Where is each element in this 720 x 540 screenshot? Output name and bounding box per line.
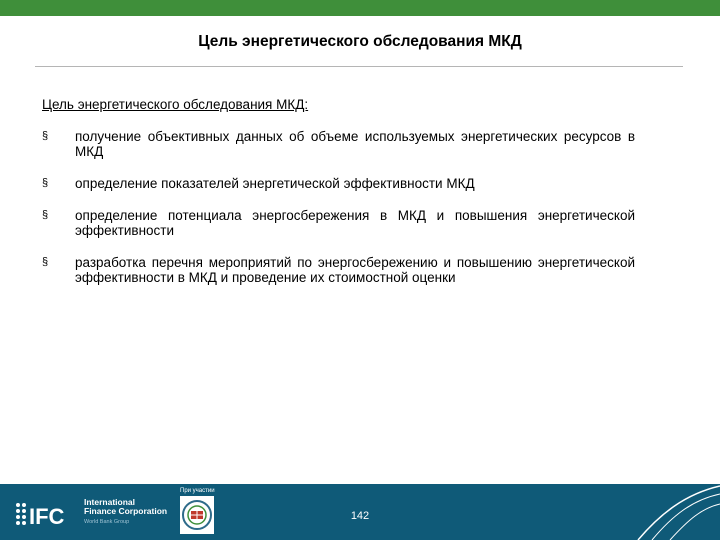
org-name-line2: Finance Corporation [84,506,168,516]
bullet-item [42,176,635,191]
bullet-marker: § [42,209,49,221]
partner-seal-icon [180,496,214,534]
org-name [84,498,167,516]
partner-label: При участии [180,488,215,494]
bullet-item [42,208,635,238]
footer-bar [0,484,720,540]
bullet-marker: § [42,256,49,268]
bullet-text: получение объективных данных об объеме используемых энергетических ресурсов в МКД [75,129,635,159]
org-name-line1: International [84,497,136,507]
slide-title: Цель энергетического обследования МКД [198,33,522,50]
ifc-logo-text: IFC [29,504,65,529]
bullet-text: определение показателей энергетической эффективности МКД [75,176,475,191]
page-number: 142 [350,510,370,522]
slide-subheading: Цель энергетического обследования МКД: [42,97,309,112]
top-accent-bar [0,0,720,16]
bullet-item [42,129,635,159]
title-divider [35,66,683,67]
bullet-item [42,255,635,285]
bullet-marker: § [42,130,49,142]
org-subtitle: World Bank Group [84,519,130,525]
bullet-text: разработка перечня мероприятий по энергосбережению и повышению энергетической эффективности в МКД и проведение их стоимостной оценки [75,255,635,285]
bullet-marker: § [42,177,49,189]
bullet-list [42,129,635,302]
decorative-swoosh-icon [630,484,720,540]
bullet-text: определение потенциала энергосбережения в МКД и повышения энергетической эффективности [75,208,635,238]
